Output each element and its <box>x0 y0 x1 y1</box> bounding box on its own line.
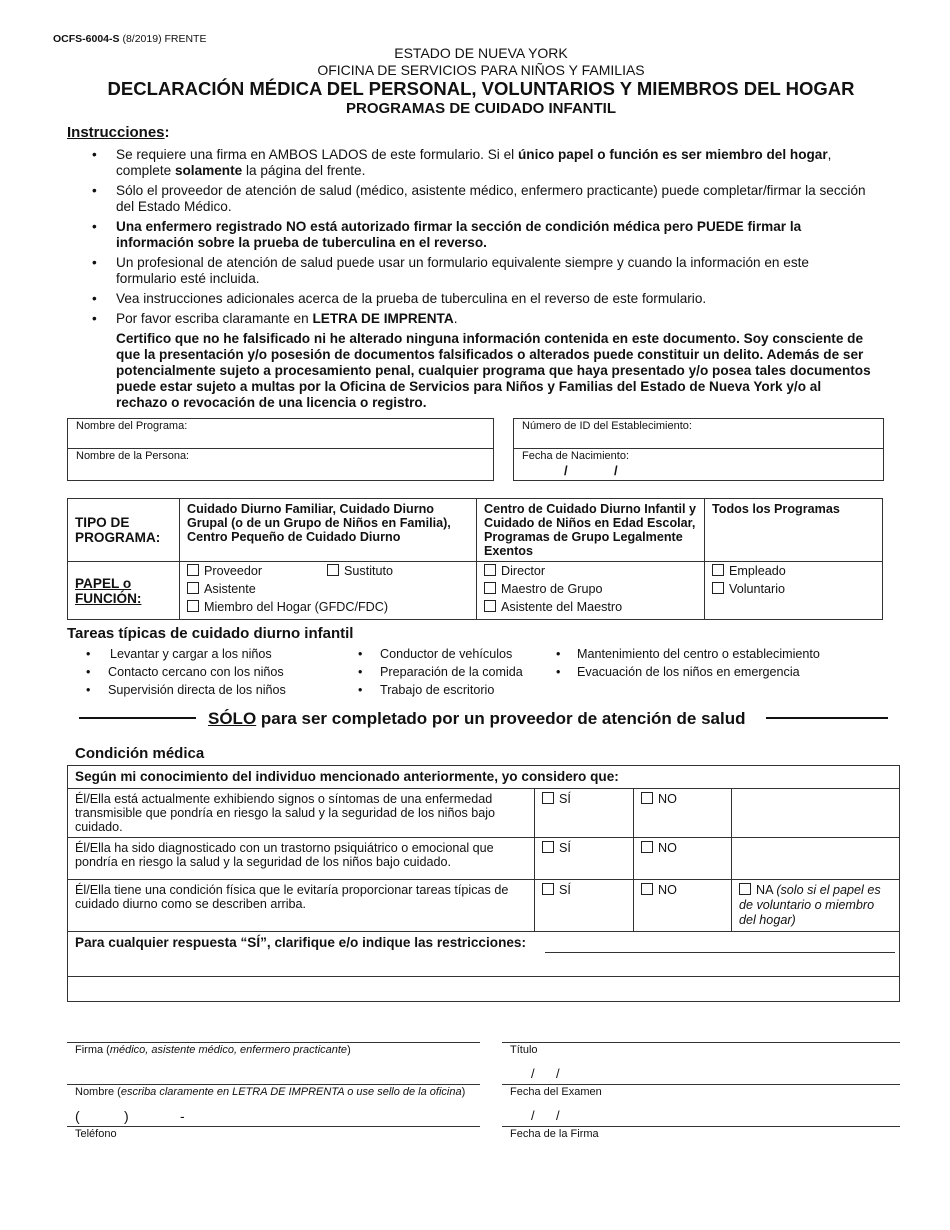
program-col-all: Todos los Programas <box>705 499 883 562</box>
separator-line <box>79 717 196 719</box>
task-bullet: • <box>358 683 363 697</box>
checkbox[interactable] <box>641 792 653 804</box>
no-option[interactable]: NO <box>634 880 732 932</box>
task-bullet: • <box>86 647 91 661</box>
page-title: DECLARACIÓN MÉDICA DEL PERSONAL, VOLUNTARIOS Y MIEMBROS DEL HOGAR <box>107 78 855 99</box>
facility-id-field[interactable]: Número de ID del Establecimiento: <box>522 420 692 432</box>
na-option[interactable]: NA (solo si el papel es de voluntario o miembro del hogar) <box>732 880 900 932</box>
checkbox[interactable] <box>542 883 554 895</box>
instruction-item: • Vea instrucciones adicionales acerca de la prueba de tuberculina en el reverso de este formulario. <box>92 291 707 306</box>
yes-option[interactable]: SÍ <box>535 880 634 932</box>
sign-date-line[interactable] <box>502 1126 900 1127</box>
clarify-label: Para cualquier respuesta “SÍ”, clarifique e/o indique las restricciones: <box>75 935 527 950</box>
role-option-employee[interactable]: Empleado <box>712 562 875 580</box>
instruction-item: • Por favor escriba claramante en LETRA DE IMPRENTA. <box>92 311 458 326</box>
task-bullet: • <box>358 665 363 679</box>
instructions-title: Instrucciones: <box>67 124 170 141</box>
checkbox[interactable] <box>187 600 199 612</box>
no-option[interactable]: NO <box>634 789 732 838</box>
instruction-item: • Sólo el proveedor de atención de salud (médico, asistente médico, enfermero practicante) puede completar/firmar la sección del Estado Médico. <box>92 183 866 214</box>
page-subtitle: PROGRAMAS DE CUIDADO INFANTIL <box>346 100 616 117</box>
condition-question: Él/Ella ha sido diagnosticado con un trastorno psiquiátrico o emocional que pondría en riesgo la salud y la seguridad de los niños bajo cuidado. <box>68 838 535 880</box>
instruction-item: • Un profesional de atención de salud puede usar un formulario equivalente siempre y cuando la información en este formulario esté incluida. <box>92 255 809 286</box>
condition-question: Él/Ella tiene una condición física que le evitaría proporcionar tareas típicas de cuidado diurno como se describen arriba. <box>68 880 535 932</box>
name-line[interactable] <box>67 1084 480 1085</box>
separator-line <box>766 717 888 719</box>
program-type-label: TIPO DE PROGRAMA: <box>68 499 180 562</box>
checkbox[interactable] <box>542 792 554 804</box>
birth-date-field[interactable]: Fecha de Nacimiento: <box>522 450 629 462</box>
instruction-item: • Una enfermero registrado NO está autorizado firmar la sección de condición médica pero PUEDE firmar la información sobre la prueba de tuberculina en el reverso. <box>92 219 802 250</box>
role-option-provider[interactable]: Proveedor <box>187 562 469 580</box>
program-name-field[interactable]: Nombre del Programa: <box>76 420 188 432</box>
phone-dash: - <box>180 1108 185 1124</box>
phone-close: ) <box>124 1108 129 1124</box>
form-id: OCFS-6004-S (8/2019) FRENTE <box>53 33 207 45</box>
task-bullet: • <box>556 647 561 661</box>
task-bullet: • <box>358 647 363 661</box>
exam-date-slash: / <box>556 1066 560 1081</box>
task-item: Evacuación de los niños en emergencia <box>577 665 800 679</box>
yes-option[interactable]: SÍ <box>535 838 634 880</box>
role-option-substitute[interactable]: Sustituto <box>327 562 393 580</box>
birth-date-slash: / <box>564 463 568 478</box>
role-option-volunteer[interactable]: Voluntario <box>712 580 875 598</box>
clarify-extra-line[interactable] <box>68 977 900 1002</box>
exam-date-line[interactable] <box>502 1084 900 1085</box>
task-item: Levantar y cargar a los niños <box>110 647 272 661</box>
birth-date-slash: / <box>614 463 618 478</box>
program-col-family: Cuidado Diurno Familiar, Cuidado Diurno Grupal (o de un Grupo de Niños en Familia), Centro Pequeño de Cuidado Diurno <box>180 499 477 562</box>
sign-date-slash: / <box>531 1108 535 1123</box>
condition-question: Él/Ella está actualmente exhibiendo signos o síntomas de una enfermedad transmisible que pondría en riesgo la salud y la seguridad de los niños bajo cuidado. <box>68 789 535 838</box>
checkbox[interactable] <box>739 883 751 895</box>
title-label: Título <box>510 1044 538 1056</box>
identity-box-right <box>513 418 884 481</box>
checkbox[interactable] <box>542 841 554 853</box>
checkbox[interactable] <box>641 841 653 853</box>
certification-text: Certifico que no he falsificado ni he alterado ninguna información contenida en este documento. Soy consciente de que la presentación y/o posesión de documentos falsificados o alterados puede constituir un delito. Además de ser potencialmente sujeto a procesamiento penal, cualquier programa que haya presentado y/o posea tales documentos puede estar sujeto a multas por la Oficina de Servicios para Niños y Familias del Estado de Nueva York y/o al rechazo o revocación de una licencia o registro. <box>116 331 871 410</box>
no-option[interactable]: NO <box>634 838 732 880</box>
checkbox[interactable] <box>484 600 496 612</box>
exam-date-label: Fecha del Examen <box>510 1086 602 1098</box>
role-option-director[interactable]: Director <box>484 562 697 580</box>
instructions-list <box>92 147 872 331</box>
task-item: Preparación de la comida <box>380 665 523 679</box>
checkbox[interactable] <box>712 582 724 594</box>
signature-line[interactable] <box>67 1042 480 1043</box>
header-state: ESTADO DE NUEVA YORK <box>394 45 568 61</box>
phone-label: Teléfono <box>75 1128 117 1140</box>
identity-box-left <box>67 418 494 481</box>
medical-condition-title: Condición médica <box>75 745 205 762</box>
exam-date-slash: / <box>531 1066 535 1081</box>
sign-date-label: Fecha de la Firma <box>510 1128 599 1140</box>
checkbox[interactable] <box>187 582 199 594</box>
role-option-assistant[interactable]: Asistente <box>187 580 469 598</box>
task-item: Contacto cercano con los niños <box>108 665 284 679</box>
checkbox[interactable] <box>712 564 724 576</box>
phone-open: ( <box>75 1108 80 1124</box>
clarify-line[interactable] <box>545 952 895 953</box>
sign-date-slash: / <box>556 1108 560 1123</box>
task-bullet: • <box>86 683 91 697</box>
medical-condition-table <box>67 765 900 1002</box>
task-item: Conductor de vehículos <box>380 647 513 661</box>
signature-label: Firma (médico, asistente médico, enfermero practicante) <box>75 1044 351 1056</box>
program-type-table <box>67 498 883 620</box>
medical-condition-header: Según mi conocimiento del individuo mencionado anteriormente, yo considero que: <box>68 766 900 789</box>
title-line[interactable] <box>502 1042 900 1043</box>
task-item: Supervisión directa de los niños <box>108 683 286 697</box>
instruction-item: • Se requiere una firma en AMBOS LADOS de este formulario. Si el único papel o función es ser miembro del hogar, complete solamente la página del frente. <box>92 147 832 178</box>
phone-line[interactable] <box>67 1126 480 1127</box>
role-option-household[interactable]: Miembro del Hogar (GFDC/FDC) <box>187 598 469 616</box>
role-option-group-teacher[interactable]: Maestro de Grupo <box>484 580 697 598</box>
checkbox[interactable] <box>327 564 339 576</box>
tasks-title: Tareas típicas de cuidado diurno infantil <box>67 625 354 642</box>
checkbox[interactable] <box>187 564 199 576</box>
task-item: Mantenimiento del centro o establecimiento <box>577 647 820 661</box>
checkbox[interactable] <box>641 883 653 895</box>
program-col-center: Centro de Cuidado Diurno Infantil y Cuidado de Niños en Edad Escolar, Programas de Grupo Legalmente Exentos <box>477 499 705 562</box>
name-label: Nombre (escriba claramente en LETRA DE IMPRENTA o use sello de la oficina) <box>75 1086 466 1098</box>
task-item: Trabajo de escritorio <box>380 683 495 697</box>
task-bullet: • <box>556 665 561 679</box>
task-bullet: • <box>86 665 91 679</box>
checkbox[interactable] <box>484 582 496 594</box>
person-name-field[interactable]: Nombre de la Persona: <box>76 450 190 462</box>
provider-only-heading: SÓLO para ser completado por un proveedor de atención de salud <box>208 709 746 728</box>
role-option-teacher-assistant[interactable]: Asistente del Maestro <box>484 598 697 616</box>
role-label: PAPEL o FUNCIÓN: <box>68 562 180 620</box>
yes-option[interactable]: SÍ <box>535 789 634 838</box>
checkbox[interactable] <box>484 564 496 576</box>
header-office: OFICINA DE SERVICIOS PARA NIÑOS Y FAMILIAS <box>317 62 645 78</box>
